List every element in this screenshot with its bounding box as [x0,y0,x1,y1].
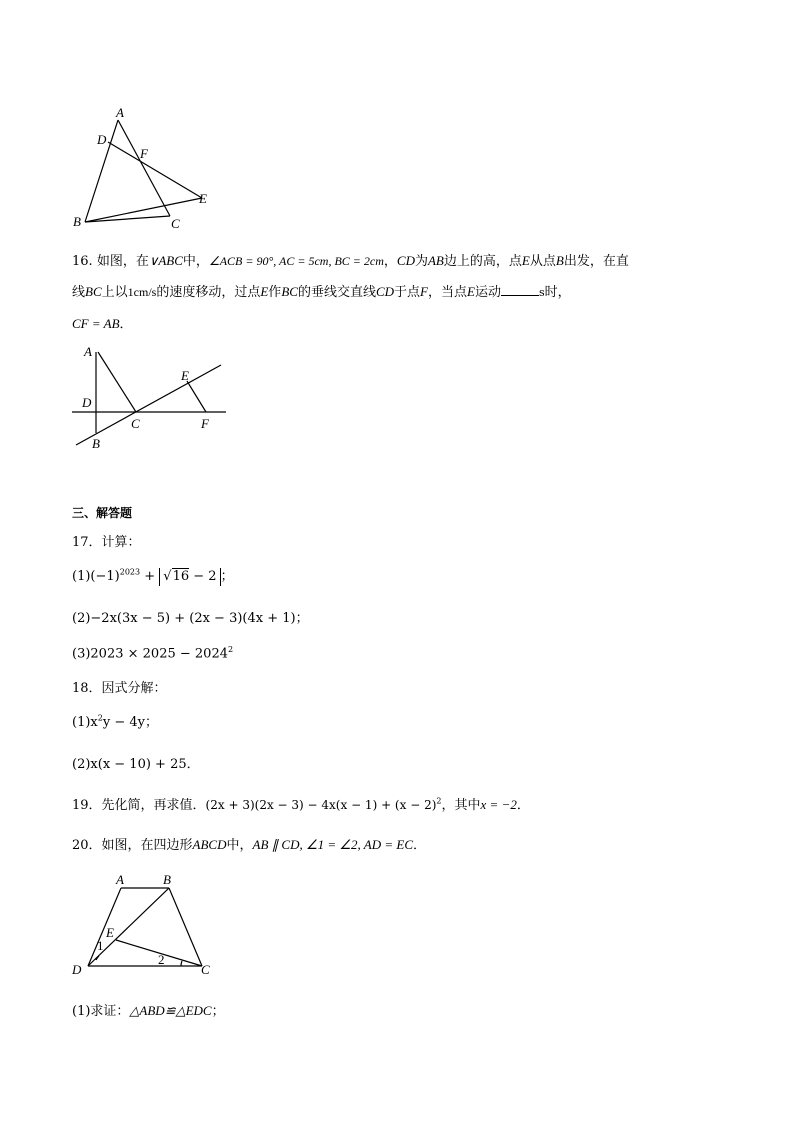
label-D: D [72,962,82,977]
q18-part2: (2)x(x − 10) + 25． [72,757,200,772]
label-A: A [84,344,92,359]
label-B: B [92,436,100,451]
q17-title: 17．计算： [72,535,141,550]
q17-part3: $(3)2023 \times 2025 - 2024^2$ [72,645,234,662]
q20-part1: (1)求证：△ABD≌△EDC； [72,1003,225,1019]
label-C: C [171,216,180,231]
label-A: A [116,105,124,120]
label-F: F [201,416,209,431]
q17-part1: $(1)(-1)^{2023} + √16 - 2$ ； [72,567,234,584]
q16-line-3: CF = AB． [72,316,133,332]
q16-line-2: 线BC上以1cm/s的速度移动，过点E作BC的垂线交直线CD于点F，当点E运动 s时， [72,284,571,300]
label-E: E [106,925,114,940]
triangle-figure-q15 [60,100,230,240]
label-E: E [181,368,189,383]
label-B: B [73,214,81,229]
label-C: C [131,416,140,431]
figure-q16 [66,340,236,455]
label-D: D [82,395,92,410]
label-F: F [140,146,148,161]
answer-blank[interactable] [501,283,539,296]
label-1: 1 [97,938,104,953]
quadrilateral-figure-q20 [66,870,226,980]
label-A: A [116,872,124,887]
q18-title: 18．因式分解： [72,681,167,696]
section-title: 三、解答题 [72,506,133,520]
q18-part1: $(1)x^2y - 4y$； [72,713,158,730]
label-C: C [201,962,210,977]
label-D: D [97,132,107,147]
label-E: E [199,191,207,206]
q20: 20．如图，在四边形ABCD中，AB ∥ CD, ∠1 = ∠2, AD = EC． [72,837,427,853]
q17-part2: (2)−2x(3x − 5) + (2x − 3)(4x + 1)； [72,611,309,626]
q19: 19．先化简，再求值．$(2x + 3)(2x - 3) - 4x(x - 1) + (x - 2)^2$，其中x = −2． [72,796,530,813]
q16-line-1: 16. 如图，在∨ABC中，∠ACB = 90°, AC = 5cm, BC = 2cm，CD为AB边上的高，点E从点B出发，在直 [72,253,629,269]
label-B: B [163,872,171,887]
label-2: 2 [158,952,165,967]
